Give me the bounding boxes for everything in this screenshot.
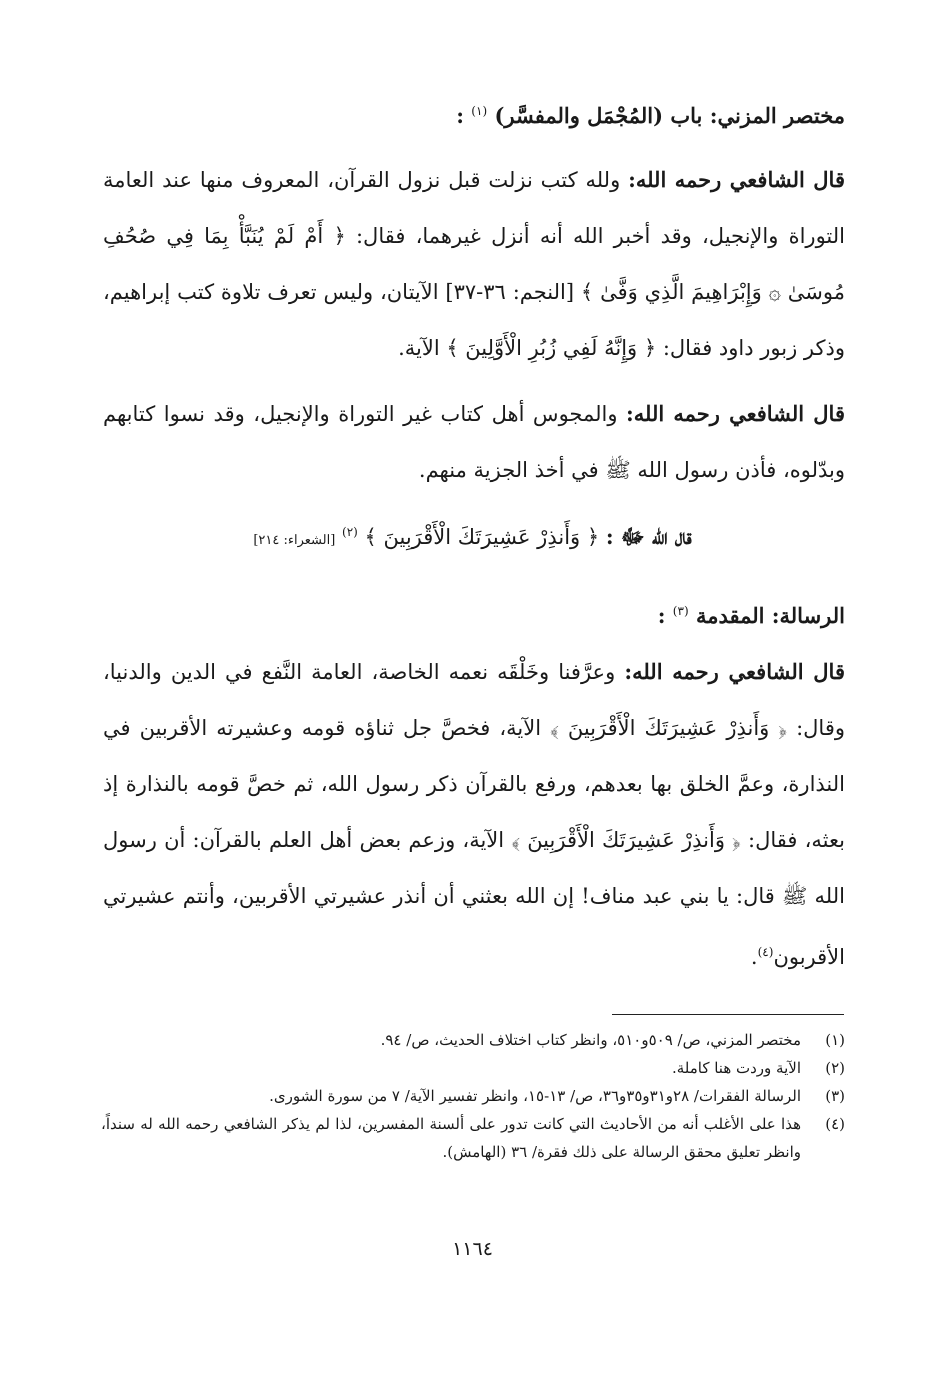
verse-citation: [الشعراء: ٢١٤] <box>253 533 336 548</box>
footnote-text: الآية وردت هنا كاملة. <box>671 1059 801 1077</box>
section-heading-mukhtasar <box>456 96 845 131</box>
footnotes-list <box>101 1026 845 1166</box>
footnote-text: الرسالة الفقرات/ ٢٨و٣١و٣٥و٣٦، ص/ ١٣-١٥، وانظر تفسير الآية/ ٧ من سورة الشورى. <box>269 1087 801 1105</box>
paragraph-text: وعرَّفنا وخَلْقَه نعمه الخاصة، العامة النَّفع في الدين والدنيا، وقال: ﴿ وَأَنذِرْ عَشِيرَتَكَ الْأَقْرَبِينَ ﴾ الآية، فخصَّ جل ثناؤه قومه وعشيرته الأقربين في النذارة، وعمَّ الخلق بها بعدهم، ورفع بالقرآن ذكر رسول الله، ثم خصَّ قومه بالنذارة إذ بعثه، فقال: ﴿ وَأَنذِرْ عَشِيرَتَكَ الْأَقْرَبِينَ ﴾ الآية، وزعم بعض أهل العلم بالقرآن: أن رسول الله ﷺ قال: يا بني عبد مناف! إن الله بعثني أن أنذر عشيرتي الأقربين، وأنتم عشيرتي الأقربون <box>103 660 845 969</box>
verse-text: ﴿ وَأَنذِرْ عَشِيرَتَكَ الْأَقْرَبِينَ ﴾ <box>364 525 600 549</box>
paragraph-end: . <box>750 945 758 969</box>
footnote-number: (٢) <box>825 1059 845 1077</box>
footnote-number: (٣) <box>825 1087 845 1105</box>
footnote-ref: (١) <box>471 104 488 118</box>
heading-text: مختصر المزني: باب (المُجْمَل والمفسَّر) <box>494 103 845 128</box>
footnote-separator <box>612 1014 844 1015</box>
footnote-text: هذا على الأغلب أنه من الأحاديث التي كانت تدور على ألسنة المفسرين، لذا لم يذكر الشافعي رحمه الله له سنداً، وانظر تعليق محقق الرسالة على ذلك فقرة/ ٣٦ (الهامش). <box>101 1115 801 1161</box>
footnote-ref: (٣) <box>672 604 689 618</box>
footnote-number: (١) <box>825 1031 845 1049</box>
footnote-text: مختصر المزني، ص/ ٥٠٩و٥١٠، وانظر كتاب اختلاف الحديث، ص/ ٩٤. <box>380 1031 801 1049</box>
speaker-label: قال الشافعي رحمه الله: <box>624 659 845 684</box>
speaker-label: قال الشافعي رحمه الله: <box>628 167 845 192</box>
page-number: ١١٦٤ <box>452 1238 493 1260</box>
heading-colon: : <box>657 603 666 628</box>
verse-line <box>100 512 845 561</box>
paragraph-text: والمجوس أهل كتاب غير التوراة والإنجيل، وقد نسوا كتابهم وبدّلوه، فأذن رسول الله ﷺ في أخذ الجزية منهم. <box>103 402 845 482</box>
verse-lead: قال الله ﷻ : <box>605 524 692 549</box>
footnote-item <box>101 1054 845 1082</box>
paragraph-3 <box>103 644 845 985</box>
section-heading-risala <box>658 596 845 631</box>
footnote-item <box>101 1026 845 1054</box>
footnote-item <box>101 1082 845 1110</box>
paragraph-1 <box>103 152 845 376</box>
footnote-number: (٤) <box>825 1115 845 1133</box>
footnote-ref: (٤) <box>757 945 774 959</box>
heading-colon: : <box>456 103 464 128</box>
heading-text: الرسالة: المقدمة <box>695 603 845 628</box>
footnote-item <box>101 1110 845 1166</box>
paragraph-text: ولله كتب نزلت قبل نزول القرآن، المعروف منها عند العامة التوراة والإنجيل، وقد أخبر الله أنه أنزل غيرهما، فقال: ﴿ أَمْ لَمْ يُنَبَّأْ بِمَا فِي صُحُفِ مُوسَىٰ ۞ وَإِبْرَاهِيمَ الَّذِي وَفَّىٰ ﴾ [النجم: ٣٦-٣٧] الآيتان، وليس تعرف تلاوة كتب إبراهيم، وذكر زبور داود فقال: ﴿ وَإِنَّهُ لَفِي زُبُرِ الْأَوَّلِينَ ﴾ الآية. <box>103 168 845 360</box>
paragraph-2 <box>103 386 845 498</box>
speaker-label: قال الشافعي رحمه الله: <box>626 401 845 426</box>
footnote-ref: (٢) <box>342 525 358 539</box>
